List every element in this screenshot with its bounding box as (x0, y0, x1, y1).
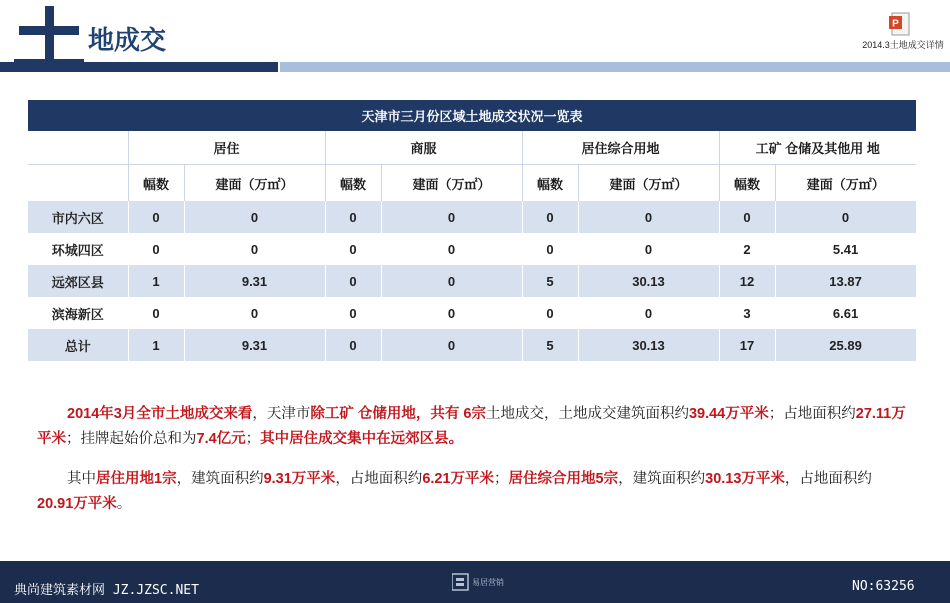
table-cell: 6.61 (775, 297, 916, 329)
table-cell: 25.89 (775, 329, 916, 361)
highlight-text: 居住综合用地5宗 (508, 471, 619, 487)
table-cell: 0 (381, 297, 522, 329)
powerpoint-file-icon[interactable] (889, 12, 911, 36)
corner-cell (28, 131, 128, 165)
slide-header (0, 0, 950, 78)
table-cell: 0 (381, 265, 522, 297)
table-row (28, 329, 916, 361)
highlight-text: 20.91万平米 (37, 496, 117, 512)
sub-header-row (28, 165, 916, 202)
body-text: ；占地面积约 (768, 406, 856, 422)
table-body (28, 201, 916, 361)
title-glyph-icon (14, 4, 84, 70)
highlight-text: 2014年3月全市土地成交来看 (67, 406, 253, 422)
table-cell: 0 (522, 233, 578, 265)
row-label: 远郊区县 (28, 265, 128, 297)
table-cell: 0 (775, 201, 916, 233)
highlight-text: 39.44万平米 (688, 406, 769, 422)
sub-header: 建面（万㎡） (184, 165, 325, 202)
table-cell: 0 (381, 201, 522, 233)
table-cell: 2 (719, 233, 775, 265)
sub-header: 建面（万㎡） (381, 165, 522, 202)
highlight-text: 其中居住成交集中在远郊区县。 (260, 431, 464, 447)
land-transaction-table (28, 100, 917, 361)
svg-text:P: P (892, 18, 899, 30)
table-row (28, 265, 916, 297)
body-text: ，建筑面积约 (176, 471, 264, 487)
table-cell: 0 (325, 201, 381, 233)
sub-header: 幅数 (325, 165, 381, 202)
table-cell: 0 (184, 201, 325, 233)
sub-header: 幅数 (522, 165, 578, 202)
table-cell: 0 (719, 201, 775, 233)
category-header: 工矿 仓储及其他用 地 (719, 131, 916, 165)
header-bar-light (280, 62, 950, 72)
table-cell: 30.13 (578, 329, 719, 361)
table-cell: 1 (128, 265, 184, 297)
table-row (28, 233, 916, 265)
body-text: ；挂牌起始价总和为 (66, 431, 197, 447)
table-cell: 0 (381, 329, 522, 361)
table-cell: 0 (184, 297, 325, 329)
table-cell: 9.31 (184, 265, 325, 297)
table-cell: 0 (578, 297, 719, 329)
body-text: 其中 (67, 471, 96, 487)
table-cell: 13.87 (775, 265, 916, 297)
body-text: ，占地面积约 (784, 471, 872, 487)
highlight-text: 30.13万平米 (705, 471, 785, 487)
category-header-row (28, 131, 916, 165)
table-cell: 9.31 (184, 329, 325, 361)
table-cell: 12 (719, 265, 775, 297)
highlight-text: 9.31万平米 (263, 471, 336, 487)
table-cell: 5 (522, 329, 578, 361)
category-header: 商服 (325, 131, 522, 165)
body-text: ，天津市 (252, 406, 311, 422)
footer-number-label: NO:63256 (852, 579, 915, 594)
highlight-text: 27.11万平米 (37, 406, 906, 447)
summary-paragraph-1 (37, 402, 907, 452)
table-row (28, 297, 916, 329)
corner-cell (28, 165, 128, 202)
row-label: 总计 (28, 329, 128, 361)
table-cell: 0 (578, 201, 719, 233)
table-cell: 30.13 (578, 265, 719, 297)
table-cell: 0 (522, 201, 578, 233)
sub-header: 建面（万㎡） (775, 165, 916, 202)
highlight-text: 居住用地1宗 (96, 471, 177, 487)
table-cell: 5.41 (775, 233, 916, 265)
footer-logo-text: 易居营销 (472, 578, 504, 587)
body-text: 。 (116, 496, 132, 512)
table-cell: 0 (184, 233, 325, 265)
table-cell: 0 (128, 201, 184, 233)
sub-header: 建面（万㎡） (578, 165, 719, 202)
table-cell: 0 (325, 233, 381, 265)
highlight-text: 7.4亿元 (196, 431, 246, 447)
table-cell: 0 (128, 233, 184, 265)
table-cell: 0 (325, 265, 381, 297)
sub-header: 幅数 (128, 165, 184, 202)
body-text: ； (245, 431, 261, 447)
body-text: 土地成交，土地成交建筑面积约 (485, 406, 689, 422)
table-cell: 17 (719, 329, 775, 361)
table-cell: 0 (325, 329, 381, 361)
sub-header: 幅数 (719, 165, 775, 202)
body-text: ； (494, 471, 509, 487)
footer-site-label: 典尚建筑素材网 JZ.JZSC.NET (14, 583, 199, 598)
row-label: 市内六区 (28, 201, 128, 233)
file-label[interactable]: 2014.3土地成交详情 (862, 40, 944, 50)
table-cell: 0 (128, 297, 184, 329)
row-label: 滨海新区 (28, 297, 128, 329)
header-bar-dark (0, 62, 278, 72)
table-cell: 0 (325, 297, 381, 329)
category-header: 居住 (128, 131, 325, 165)
body-text: ，占地面积约 (335, 471, 423, 487)
table-cell: 5 (522, 265, 578, 297)
table-row (28, 201, 916, 233)
table-cell: 0 (381, 233, 522, 265)
highlight-text: 除工矿 仓储用地，共有 6宗 (310, 406, 486, 422)
table-caption: 天津市三月份区域土地成交状况一览表 (28, 100, 916, 131)
row-label: 环城四区 (28, 233, 128, 265)
footer-bar (0, 561, 950, 603)
summary-paragraph-2 (37, 467, 907, 517)
table-cell: 1 (128, 329, 184, 361)
category-header: 居住综合用地 (522, 131, 719, 165)
highlight-text: 6.21万平米 (422, 471, 495, 487)
body-text: ，建筑面积约 (618, 471, 706, 487)
table-cell: 0 (522, 297, 578, 329)
page-title: 地成交 (88, 25, 167, 55)
table-cell: 3 (719, 297, 775, 329)
table-cell: 0 (578, 233, 719, 265)
